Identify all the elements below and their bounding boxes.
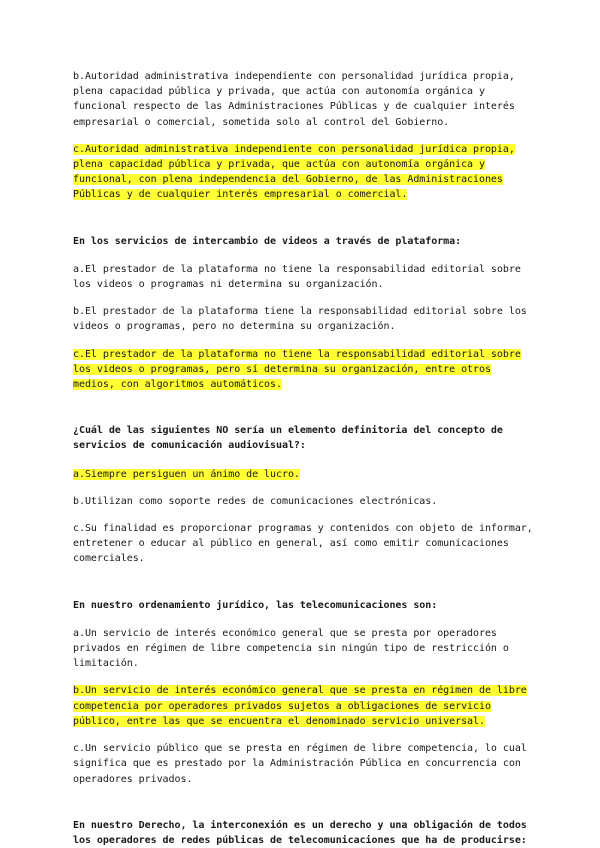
question-heading: En nuestro Derecho, la interconexión es un derecho y una obligación de todos los operadores de redes públicas de telecomunicaciones que ha de producirse: xyxy=(73,819,527,846)
answer-option: b.Utilizan como soporte redes de comunicaciones electrónicas. xyxy=(73,495,438,507)
answer-option: b.El prestador de la plataforma tiene la responsabilidad editorial sobre los videos o programas, pero no determina su organización. xyxy=(73,306,527,333)
answer-option: a.El prestador de la plataforma no tiene la responsabilidad editorial sobre los videos o programas ni determina su organización. xyxy=(73,263,521,291)
question-heading: En nuestro ordenamiento jurídico, las telecomunicaciones son: xyxy=(73,599,438,611)
question-heading: ¿Cuál de las siguientes NO sería un elemento definitoria del concepto de servicios de comunicación audiovisual?: xyxy=(73,425,503,452)
answer-option-highlighted: c.Autoridad administrativa independiente con personalidad jurídica propia, plena capacidad pública y privada, que actúa con autonomía orgánica y funcional, con plena independencia del Gobierno, de las Administraciones Públicas y de cualquier interés empresarial o comercial. xyxy=(73,143,515,201)
answer-option: c.Un servicio público que se presta en régimen de libre competencia, lo cual significa que es prestado por la Administración Pública en concurrencia con operadores privados. xyxy=(73,743,527,785)
answer-option-highlighted: a.Siempre persiguen un ánimo de lucro. xyxy=(73,468,300,480)
answer-option: b.Autoridad administrativa independiente con personalidad jurídica propia, plena capacidad pública y privada, que actúa con autonomía orgánica y funcional respecto de las Administraciones Públicas y de cualquier interés empresarial o comercial, sometida solo al control del Gobierno. xyxy=(73,71,515,128)
answer-option-highlighted: c.El prestador de la plataforma no tiene la responsabilidad editorial sobre los videos o programas, pero sí determina su organización, entre otros medios, con algoritmos automáticos. xyxy=(73,348,521,391)
answer-option-highlighted: b.Un servicio de interés económico general que se presta en régimen de libre competencia por operadores privados sujetos a obligaciones de servicio público, entre las que se encuentra el denominado servicio universal. xyxy=(73,685,527,727)
question-heading: En los servicios de intercambio de videos a través de plataforma: xyxy=(73,235,462,247)
document-body xyxy=(73,69,535,848)
answer-option: a.Un servicio de interés económico general que se presta por operadores privados en régimen de libre competencia sin ningún tipo de restricción o limitación. xyxy=(73,627,509,670)
answer-option: c.Su finalidad es proporcionar programas y contenidos con objeto de informar, entretener o educar al público en general, así como emitir comunicaciones comerciales. xyxy=(73,523,533,565)
